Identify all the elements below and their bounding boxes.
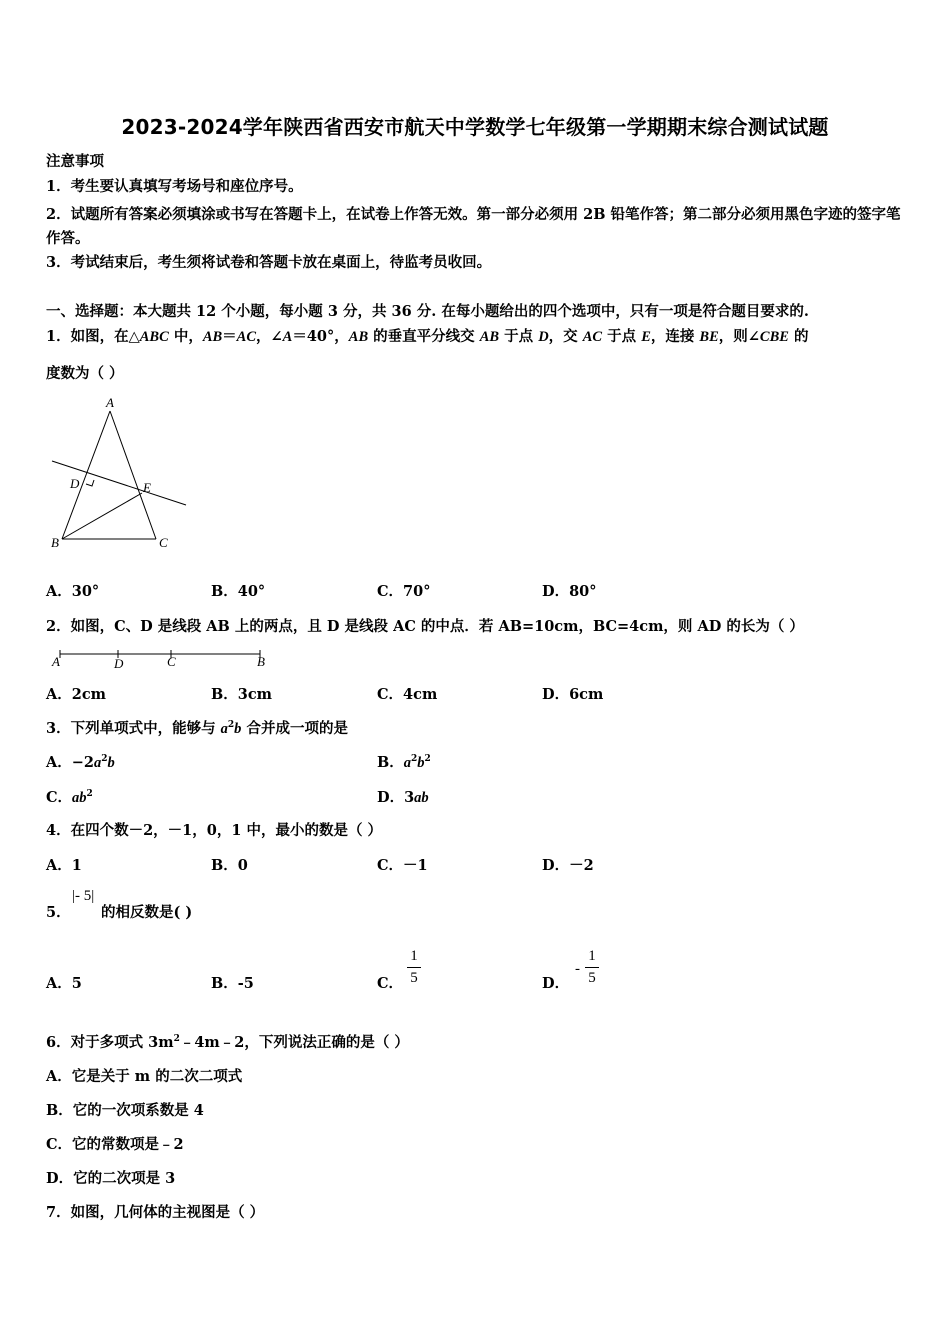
q2-segment-figure xyxy=(46,644,276,672)
q1-option-b: B．40° xyxy=(211,583,266,600)
label-c: C xyxy=(167,654,176,669)
q2-option-d: D．6cm xyxy=(542,686,604,703)
q1-option-c: C．70° xyxy=(377,583,431,600)
q4-option-b: B．0 xyxy=(211,857,248,874)
q5-number: 5． xyxy=(46,904,71,921)
q3-stem: 3．下列单项式中，能够与 $a^2b$ 合并成一项的是 xyxy=(46,720,348,737)
q6-option-b: B．它的一次项系数是 4 xyxy=(46,1102,204,1119)
label-a: A xyxy=(52,654,60,669)
q1-option-d: D．80° xyxy=(542,583,597,600)
q6-option-c: C．它的常数项是﹣2 xyxy=(46,1136,184,1153)
q1-stem-cont: 度数为（ ） xyxy=(46,365,124,382)
label-b: B xyxy=(51,535,59,550)
q5-option-a: A．5 xyxy=(46,975,82,992)
q4-stem: 4．在四个数－2，－1，0，1 中，最小的数是（ ） xyxy=(46,822,383,839)
q4-option-c: C．－1 xyxy=(377,857,428,874)
label-a: A xyxy=(106,395,114,410)
q7-stem: 7．如图，几何体的主视图是（ ） xyxy=(46,1204,265,1221)
q2-option-a: A．2cm xyxy=(46,686,107,703)
label-e: E xyxy=(143,480,151,495)
q5-abs-value: |- 5| xyxy=(72,888,95,904)
q3-option-d: D．3ab xyxy=(377,789,429,806)
q6-stem: 6．对于多项式 $3m^2﹣4m﹣2$，下列说法正确的是（ ） xyxy=(46,1034,409,1051)
q2-option-c: C．4cm xyxy=(377,686,438,703)
q6-option-a: A．它是关于 m 的二次二项式 xyxy=(46,1068,243,1085)
q3-option-b: B．$a^2b^2$ xyxy=(377,754,431,771)
notice-item-2: 2．试题所有答案必须填涂或书写在答题卡上，在试卷上作答无效。第一部分必须用 2B 铅笔作答；第二部分必须用黑色字迹的签字笔作答。 xyxy=(46,206,901,247)
q5-stem: 的相反数是( ) xyxy=(101,904,193,921)
q3-option-a: A．$-2a^2b$ xyxy=(46,754,115,771)
q5-option-d-sign: - xyxy=(575,961,580,977)
label-c: C xyxy=(159,535,168,550)
q2-option-b: B．3cm xyxy=(211,686,273,703)
label-d: D xyxy=(70,476,80,491)
label-d: D xyxy=(114,656,124,671)
page-title: 2023-2024学年陕西省西安市航天中学数学七年级第一学期期末综合测试试题 xyxy=(121,115,829,139)
q5-option-b: B．-5 xyxy=(211,975,254,992)
segment-ab xyxy=(62,411,110,539)
q3-option-c: C．$ab^2$ xyxy=(46,789,93,806)
q4-option-d: D．－2 xyxy=(542,857,594,874)
segment-be xyxy=(62,493,142,539)
q2-stem: 2．如图，C、D 是线段 AB 上的两点，且 D 是线段 AC 的中点．若 AB=10cm，BC=4cm，则 AD 的长为（ ） xyxy=(46,618,804,635)
q5-option-c-fraction: 1 5 xyxy=(407,948,421,987)
q5-option-d-label: D． xyxy=(542,975,570,992)
q1-option-a: A．30° xyxy=(46,583,100,600)
q1-triangle-figure xyxy=(46,393,196,558)
notice-item-1: 1．考生要认真填写考场号和座位序号。 xyxy=(46,178,303,195)
label-b: B xyxy=(257,654,265,669)
q5-option-c-label: C． xyxy=(377,975,404,992)
q1-stem: 1．如图，在△ABC 中，AB＝AC，∠A＝40°，AB 的垂直平分线交 AB 于点 D，交 AC 于点 E，连接 BE，则∠CBE 的 xyxy=(46,328,809,345)
section-heading: 一、选择题：本大题共 12 个小题，每小题 3 分，共 36 分. 在每小题给出的四个选项中，只有一项是符合题目要求的. xyxy=(46,303,809,320)
segment-ac xyxy=(110,411,156,539)
notice-heading: 注意事项 xyxy=(46,153,104,170)
notice-item-3: 3．考试结束后，考生须将试卷和答题卡放在桌面上，待监考员收回。 xyxy=(46,254,492,271)
right-angle-mark xyxy=(86,480,94,486)
q6-option-d: D．它的二次项是 3 xyxy=(46,1170,176,1187)
q5-option-d-fraction: 1 5 xyxy=(585,948,599,987)
q4-option-a: A．1 xyxy=(46,857,82,874)
